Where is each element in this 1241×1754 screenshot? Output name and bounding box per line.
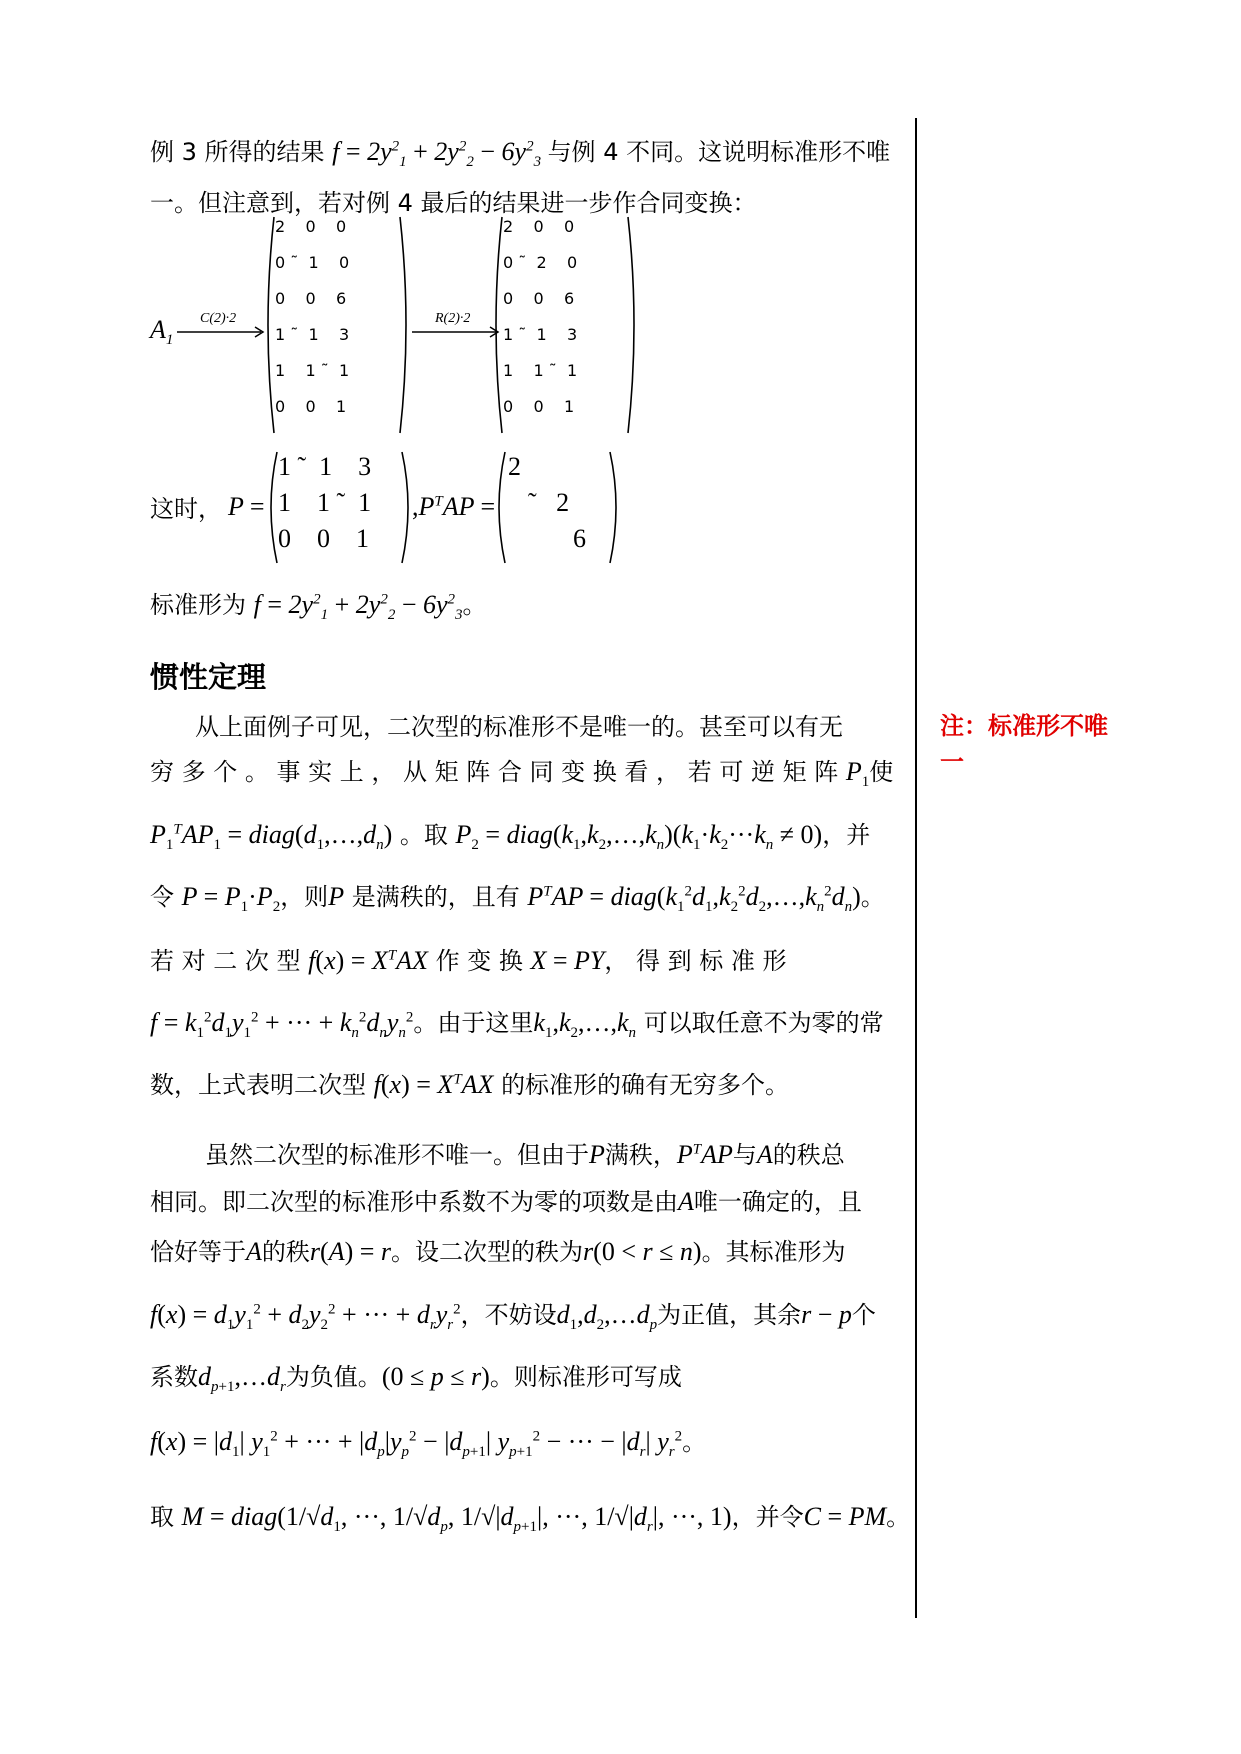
p1-line-2-end: 使 — [869, 758, 894, 786]
p2-line-2 — [150, 1185, 862, 1219]
p1-line-2 — [150, 755, 893, 789]
p2-line-1-b: 满秩， — [604, 1141, 677, 1169]
p2-line-3-a: 恰好等于 — [150, 1238, 246, 1266]
P-matrix-row: 0 0 1 — [278, 524, 369, 553]
text-line-1 — [150, 135, 890, 169]
p2-line-2-text: 相同。即二次型的标准形中系数不为零的项数是由 — [150, 1188, 678, 1216]
p1-line-1: 从上面例子可见，二次型的标准形不是唯一的。甚至可以有无 — [195, 713, 843, 741]
line1-suffix: 与例 4 不同。这说明标准形不唯 — [547, 138, 891, 166]
p1-line-2-text: 穷 多 个 。 事 实 上 ， 从 矩 阵 合 同 变 换 看 ， 若 可 逆 矩 阵 — [150, 758, 839, 786]
p2-line-5-c: 。则标准形可写成 — [489, 1363, 682, 1391]
P-matrix-row: 1 1 ˜ 1 — [278, 488, 372, 517]
p2-line-4 — [150, 1298, 876, 1332]
section-heading: 惯性定理 — [150, 660, 267, 694]
formula-A-2: A — [678, 1187, 694, 1216]
matrix-transformation — [150, 215, 630, 445]
formula-P: P — [328, 882, 345, 911]
matrix-2-row: 0 ˜ 2 0 — [503, 253, 578, 272]
formula-P-product: $P = P_1\cdot P_2$ — [181, 882, 281, 916]
p2-line-7-b: ，并令 — [731, 1503, 804, 1531]
matrix-2-row: 2 0 0 — [503, 217, 575, 236]
formula-A-3: A — [246, 1237, 262, 1266]
formula-fx-d: $f(x) = d_1y_1^2 + d_2y_2^2$ + ··· + $d_ry_r^2$ — [150, 1300, 461, 1334]
p1-line-5 — [150, 944, 787, 978]
formula-fx-abs: $f(x) = |d_1|$ $y_1^2$ + ··· + $|d_p|y_p^2 - |d_{p+1}|$ $y_{p+1}^2$ − ··· − $|d_r|$ $y_r^2$ — [150, 1427, 683, 1461]
formula-rank: r(A) = r — [309, 1237, 392, 1266]
formula-example3: $f = 2y^2_1 + 2y^2_2 - 6y^2_3$ — [332, 137, 542, 171]
matrix-A1-label: $A_1$ — [150, 315, 174, 349]
p1-line-6-c: 可以取任意不为零的常 — [643, 1009, 884, 1037]
matrix-2-right-paren — [626, 215, 640, 435]
p2-line-3 — [150, 1235, 846, 1269]
p2-line-3-d: 。其标准形为 — [701, 1238, 846, 1266]
matrix-2-row: 1 1 ˜ 1 — [503, 361, 578, 380]
formula-M: $M = diag(1/√d_1$, ···, $1/√d_p$, $1/√|d_{p+1}|$, ···, $1/√|d_r|$, ···, 1) — [181, 1502, 732, 1536]
P-equals: P = — [228, 492, 265, 521]
line1-prefix: 例 3 所得的结果 — [150, 138, 325, 166]
p2-line-1-a: 虽然二次型的标准形不唯一。但由于 — [205, 1141, 589, 1169]
p1-line-6-b: 。由于这里 — [413, 1009, 534, 1037]
standard-form-label: 标准形为 — [150, 591, 246, 619]
p2-line-2-b: 唯一确定的，且 — [693, 1188, 862, 1216]
PTAP-equals: $,P^TAP$ = — [412, 492, 496, 521]
p2-line-7-c: 。 — [886, 1503, 911, 1531]
p2-line-1 — [205, 1138, 845, 1172]
p2-line-7-a: 取 — [150, 1503, 174, 1531]
p2-line-1-d: 的秩总 — [772, 1141, 845, 1169]
matrix-1-left-paren — [262, 215, 276, 435]
matrix-2-left-paren — [490, 215, 504, 435]
formula-r-p: r − p — [801, 1300, 852, 1329]
formula-P1: $P_1$ — [845, 757, 870, 791]
matrix-1-row: 1 1 ˜ 1 — [275, 361, 350, 380]
formula-C-PM: C = PM — [803, 1502, 887, 1531]
matrix-1-row: 2 0 0 — [275, 217, 347, 236]
arrow-2-label: R(2)·2 — [435, 311, 471, 326]
P-left-paren — [265, 450, 279, 565]
formula-d-list: $d_1,d_2,\dots d_p$ — [556, 1300, 658, 1334]
PTAP-matrix-row: ˜ 2 — [528, 488, 570, 517]
p1-line-7-a: 数，上式表明二次型 — [150, 1071, 366, 1099]
p2-line-4-d: 个 — [851, 1301, 876, 1329]
standard-form-formula: $f = 2y^2_1 + 2y^2_2 - 6y^2_3$ — [253, 590, 463, 624]
p2-line-4-b: ，不妨设 — [460, 1301, 557, 1329]
matrix-1-row: 0 0 1 — [275, 397, 347, 416]
margin-note: 注：标准形不唯一 — [940, 712, 1108, 776]
p1-line-4-b: ，则 — [280, 883, 329, 911]
this-time-label: 这时， — [150, 495, 222, 523]
formula-d-neg: $d_{p+1},\dots d_r$ — [198, 1362, 286, 1396]
p1-line-3-end: ，并 — [822, 821, 871, 849]
matrix-2-row: 1 ˜ 1 3 — [503, 325, 578, 344]
formula-r-range: r(0 < r ≤ n) — [583, 1237, 702, 1266]
formula-A: A — [756, 1140, 773, 1169]
PTAP-matrix-row: 2 — [508, 452, 521, 481]
p2-line-5-b: 为负值。 — [285, 1363, 382, 1391]
p-matrix-block — [150, 450, 650, 570]
text-line-2: 一。但注意到，若对例 4 最后的结果进一步作合同变换： — [150, 189, 757, 217]
arrow-1 — [177, 325, 267, 339]
p2-line-5-a: 系数 — [150, 1363, 198, 1391]
arrow-1-label: C(2)·2 — [200, 311, 237, 326]
p2-line-7 — [150, 1500, 910, 1534]
matrix-1-right-paren — [398, 215, 412, 435]
formula-P-2: P — [589, 1140, 605, 1169]
matrix-2-row: 0 0 1 — [503, 397, 575, 416]
matrix-1-row: 0 ˜ 1 0 — [275, 253, 350, 272]
formula-fx: $f(x) = X^TAX$ — [308, 946, 428, 975]
formula-PTAP-diag: $P^TAP$ = $diag(k_1^2d_1,k_2^2d_2,\dots,k_n^2d_n)$ — [527, 882, 861, 916]
p2-line-5 — [150, 1360, 682, 1394]
PTAP-right-paren — [608, 450, 622, 565]
p1-line-7 — [150, 1068, 789, 1102]
formula-p-range: (0 ≤ p ≤ r) — [381, 1362, 490, 1391]
p2-line-3-c: 。设二次型的秩为 — [391, 1238, 584, 1266]
matrix-1-row: 0 0 6 — [275, 289, 347, 308]
p1-line-4-a: 令 — [150, 883, 174, 911]
p1-line-5-c: ， 得 到 标 准 形 — [604, 947, 787, 975]
p1-line-7-b: 的标准形的确有无穷多个。 — [501, 1071, 790, 1099]
formula-X-PY: X = PY — [530, 946, 605, 975]
formula-P2: $P_2$ = $diag(k_1,k_2,\dots,k_n)(k_1\cdot k_2\cdot\cdot\cdot k_n \ne 0)$ — [455, 820, 823, 854]
p2-line-3-b: 的秩 — [261, 1238, 310, 1266]
margin-rule — [915, 118, 917, 1618]
p1-line-4: 令 $P = P_1\cdot P_2$，则P 是满秩的，且有 $P^TAP$ = $diag(k_1^2d_1,k_2^2d_2,\dots,k_n^2d_n)$。 — [150, 882, 885, 916]
p2-line-1-c: 与 — [732, 1141, 757, 1169]
formula-fx-2: $f(x) = X^TAX$ — [373, 1070, 494, 1099]
arrow-2 — [412, 325, 502, 339]
PTAP-left-paren — [493, 450, 507, 565]
matrix-2-row: 0 0 6 — [503, 289, 575, 308]
p1-line-5-a: 若 对 二 次 型 — [150, 947, 301, 975]
p1-line-5-b: 作 变 换 — [435, 947, 523, 975]
standard-form-line: 标准形为 $f = 2y^2_1 + 2y^2_2 - 6y^2_3$。 — [150, 590, 487, 624]
p1-line-3-mid: 。取 — [399, 821, 448, 849]
formula-k-list: $k_1,k_2,\dots,k_n$ — [533, 1008, 637, 1042]
PTAP-matrix-row: 6 — [508, 524, 586, 553]
p1-line-6 — [150, 1006, 884, 1040]
p2-line-4-c: 为正值，其余 — [657, 1301, 802, 1329]
p1-line-3 — [150, 818, 870, 852]
formula-f-kd: $f = k_1^2d_1y_1^2$ + ··· + $k_n^2d_ny_n^2$ — [150, 1008, 414, 1042]
matrix-1-row: 1 ˜ 1 3 — [275, 325, 350, 344]
P-matrix-row: 1 ˜ 1 3 — [278, 452, 372, 481]
p1-line-4-c: 是满秩的，且有 — [351, 883, 520, 911]
formula-P1TAP1: $P_1^TAP_1$ = $diag(d_1,\dots,d_n)$ — [150, 820, 393, 854]
formula-PTAP-2: $P^TAP$ — [676, 1140, 733, 1169]
p2-line-6: $f(x) = |d_1|$ $y_1^2$ + ··· + $|d_p|y_p^2 - |d_{p+1}|$ $y_{p+1}^2$ − ··· − $|d_r|$ $y_r^2$。 — [150, 1427, 707, 1461]
